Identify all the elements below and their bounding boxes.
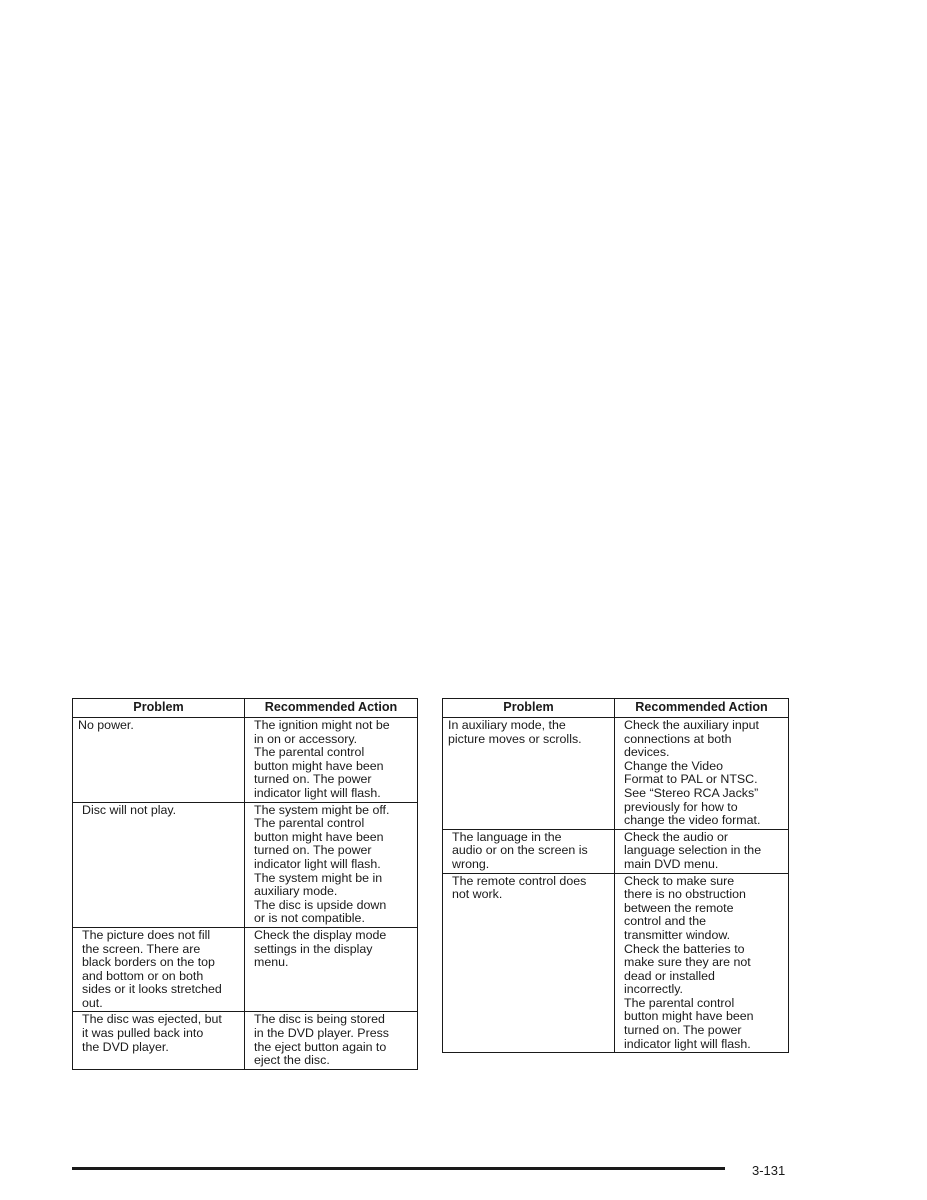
troubleshooting-table-left <box>72 698 418 1070</box>
problem-text-line: The language in the <box>452 829 562 844</box>
action-text-line: turned on. The power <box>624 1023 742 1038</box>
action-text-line: The parental control <box>254 745 365 760</box>
action-text-line: Format to PAL or NTSC. <box>624 772 758 787</box>
table-row <box>73 927 418 1012</box>
action-text-line: auxiliary mode. <box>254 884 338 899</box>
problem-text-line: The disc was ejected, but <box>82 1012 222 1027</box>
action-text-line: See “Stereo RCA Jacks” <box>624 785 759 800</box>
problem-text-line: No power. <box>78 718 134 732</box>
action-text-line: indicator light will flash. <box>254 785 381 800</box>
action-text-line: or is not compatible. <box>254 911 365 926</box>
table-row <box>443 718 789 830</box>
problem-text-line: out. <box>82 995 103 1010</box>
action-cell <box>615 829 789 873</box>
action-text-line: The disc is upside down <box>254 897 387 912</box>
problem-text-line: The picture does not fill <box>82 927 211 942</box>
problem-text-line: In auxiliary mode, the <box>448 718 566 732</box>
action-text-line: The ignition might not be <box>254 718 390 732</box>
action-text-line: devices. <box>624 745 670 760</box>
problem-text-line: not work. <box>452 887 503 902</box>
action-text-line: control and the <box>624 914 706 929</box>
action-text-line: connections at both <box>624 731 732 746</box>
table-row <box>443 829 789 873</box>
action-cell <box>245 802 418 927</box>
action-text-line: incorrectly. <box>624 982 683 997</box>
action-text-line: The disc is being stored <box>254 1012 385 1027</box>
action-text-line: Check the audio or <box>624 829 729 844</box>
action-text-line: The parental control <box>254 816 365 831</box>
action-text-line: in the DVD player. Press <box>254 1026 389 1041</box>
action-text-line: turned on. The power <box>254 843 372 858</box>
problem-text-line: wrong. <box>452 856 490 871</box>
problem-text-line: the DVD player. <box>82 1039 169 1054</box>
action-text-line: Change the Video <box>624 758 723 773</box>
problem-column-header: Problem <box>443 699 615 718</box>
action-text-line: language selection in the <box>624 843 762 858</box>
problem-text-line: The remote control does <box>452 873 587 888</box>
problem-text-line: it was pulled back into <box>82 1026 204 1041</box>
problem-text-line: audio or on the screen is <box>452 843 588 858</box>
action-text-line: between the remote <box>624 900 734 915</box>
table-row <box>73 802 418 927</box>
action-cell <box>245 1012 418 1069</box>
action-text-line: previously for how to <box>624 799 738 814</box>
problem-text-line: sides or it looks stretched <box>82 982 222 997</box>
problem-cell <box>73 802 245 927</box>
action-text-line: button might have been <box>624 1009 754 1024</box>
action-text-line: settings in the display <box>254 941 373 956</box>
action-text-line: indicator light will flash. <box>624 1036 751 1051</box>
action-column-header: Recommended Action <box>245 699 418 718</box>
table-row <box>443 873 789 1053</box>
action-text-line: main DVD menu. <box>624 856 719 871</box>
problem-cell <box>443 718 615 830</box>
action-text-line: eject the disc. <box>254 1053 330 1068</box>
action-text-line: button might have been <box>254 829 384 844</box>
action-text-line: the eject button again to <box>254 1039 387 1054</box>
action-text-line: The system might be off. <box>254 802 390 817</box>
action-text-line: turned on. The power <box>254 772 372 787</box>
action-cell <box>615 718 789 830</box>
problem-text-line: and bottom or on both <box>82 968 204 983</box>
action-text-line: change the video format. <box>624 813 761 828</box>
action-text-line: Check the batteries to <box>624 941 745 956</box>
action-text-line: there is no obstruction <box>624 887 746 902</box>
action-text-line: menu. <box>254 955 289 970</box>
problem-cell <box>73 927 245 1012</box>
problem-text-line: picture moves or scrolls. <box>448 731 582 746</box>
table-row <box>73 1012 418 1069</box>
problem-cell <box>443 873 615 1053</box>
problem-cell <box>73 718 245 803</box>
troubleshooting-table-right <box>442 698 789 1053</box>
problem-text-line: black borders on the top <box>82 955 215 970</box>
action-text-line: Check the display mode <box>254 927 387 942</box>
problem-text-line: Disc will not play. <box>82 802 177 817</box>
problem-cell <box>443 829 615 873</box>
problem-cell <box>73 1012 245 1069</box>
action-text-line: The parental control <box>624 995 735 1010</box>
problem-text-line: the screen. There are <box>82 941 201 956</box>
table-row <box>73 718 418 803</box>
action-cell <box>615 873 789 1053</box>
action-text-line: in on or accessory. <box>254 731 358 746</box>
action-text-line: make sure they are not <box>624 955 751 970</box>
table-header-row <box>443 699 789 718</box>
action-column-header: Recommended Action <box>615 699 789 718</box>
table-header-row <box>73 699 418 718</box>
action-cell <box>245 927 418 1012</box>
action-text-line: dead or installed <box>624 968 715 983</box>
action-text-line: Check the auxiliary input <box>624 718 759 732</box>
action-text-line: The system might be in <box>254 870 383 885</box>
problem-column-header: Problem <box>73 699 245 718</box>
action-text-line: Check to make sure <box>624 873 735 888</box>
footer-rule <box>72 1167 725 1170</box>
action-text-line: transmitter window. <box>624 927 731 942</box>
action-cell <box>245 718 418 803</box>
action-text-line: indicator light will flash. <box>254 856 381 871</box>
action-text-line: button might have been <box>254 758 384 773</box>
page-number: 3-131 <box>752 1163 786 1178</box>
